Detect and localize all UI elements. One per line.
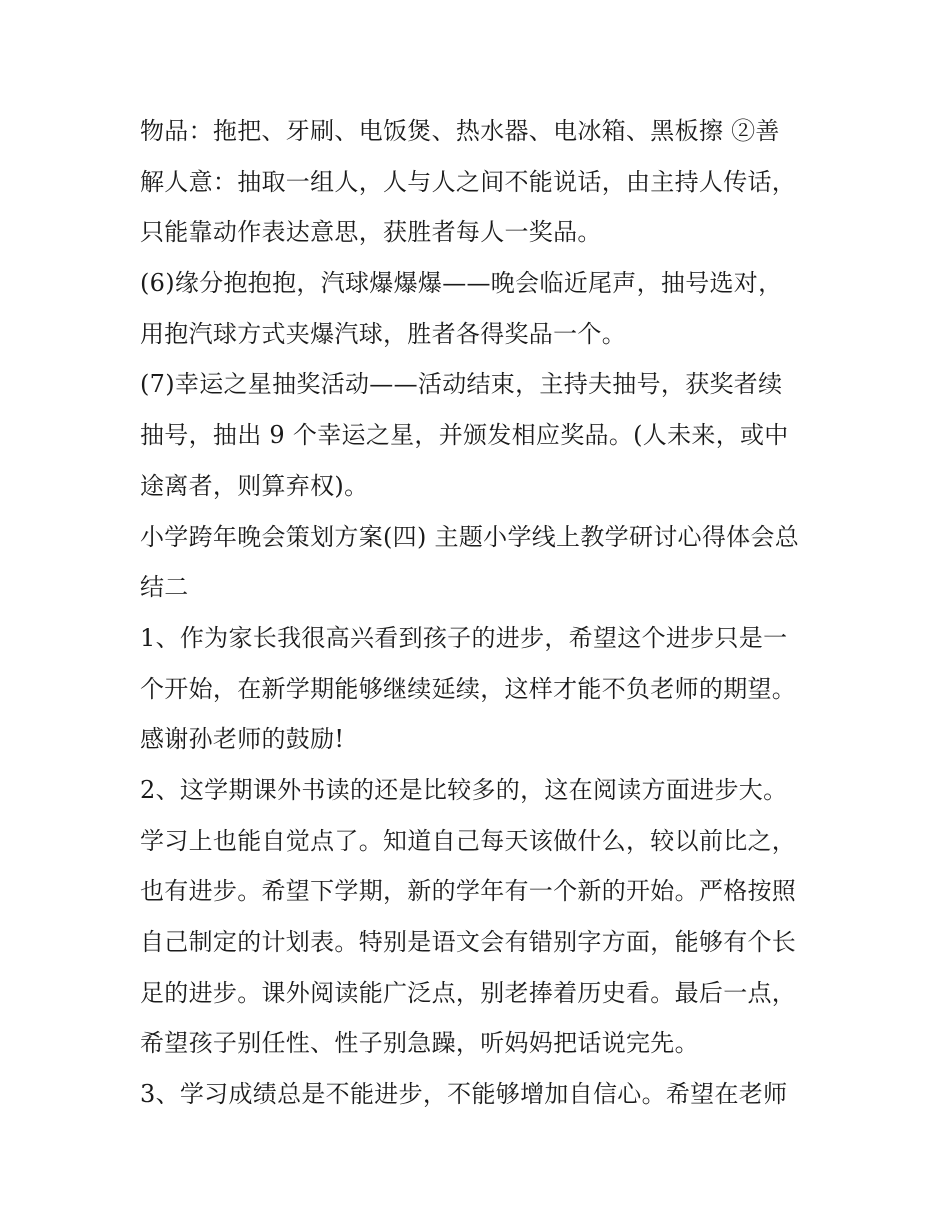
text-line: 自己制定的计划表。特别是语文会有错别字方面，能够有个长 [140,928,797,956]
text-line: (6)缘分抱抱抱，汽球爆爆爆——晚会临近尾声，抽号选对， [140,269,783,298]
text-line: 足的进步。课外阅读能广泛点，别老捧着历史看。最后一点， [140,978,797,1007]
document-body [140,106,820,1120]
text-line: 物品：拖把、牙刷、电饭煲、热水器、电冰箱、黑板擦 ②善 [140,117,780,145]
text-line: 也有进步。希望下学期，新的学年有一个新的开始。严格按照 [140,877,797,906]
text-line: 1、作为家长我很高兴看到孩子的进步，希望这个进步只是一 [140,623,788,652]
text-line: 个开始，在新学期能够继续延续，这样才能不负老师的期望。 [140,674,797,703]
text-line: 抽号，抽出 9 个幸运之星，并颁发相应奖品。(人未来，或中 [140,421,789,450]
text-line: 解人意：抽取一组人，人与人之间不能说话，由主持人传话， [140,167,797,196]
text-line: 感谢孙老师的鼓励! [140,725,345,754]
section-heading-line: 结二 [140,573,189,602]
section-heading-line: 小学跨年晚会策划方案(四) 主题小学线上教学研讨心得体会总 [140,522,800,551]
text-line: 只能靠动作表达意思，获胜者每人一奖品。 [140,218,602,247]
text-line: 用抱汽球方式夹爆汽球，胜者各得奖品一个。 [140,319,626,348]
text-line: (7)幸运之星抽奖活动——活动结束，主持夫抽号，获奖者续 [140,370,783,399]
text-line: 3、学习成绩总是不能进步，不能够增加自信心。希望在老师 [140,1080,788,1109]
text-line: 学习上也能自觉点了。知道自己每天该做什么，较以前比之， [140,826,797,855]
text-line: 途离者，则算弃权)。 [140,471,369,500]
text-line: 2、这学期课外书读的还是比较多的，这在阅读方面进步大。 [140,775,788,804]
text-line: 希望孩子别任性、性子别急躁，听妈妈把话说完先。 [140,1029,699,1058]
